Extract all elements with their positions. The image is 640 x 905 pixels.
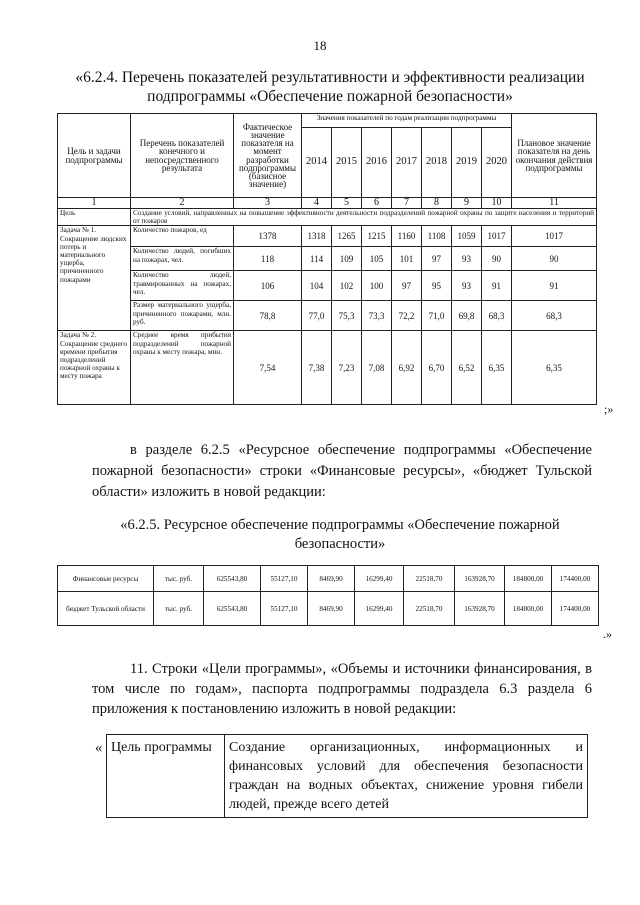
plan-value: 68,3 [512,301,597,331]
col-number: 2 [131,198,234,209]
year-value: 100 [362,271,392,301]
year-value: 71,0 [422,301,452,331]
amount: 625543,80 [204,592,261,626]
header-indicators: Перечень показателей конечного и непосредственного результата [131,114,234,198]
indicator-name: Среднее время прибытия подразделений пожарной охраны к месту пожара, мин. [131,331,234,405]
col-number: 8 [422,198,452,209]
year-cell: 2019 [452,128,482,198]
year-cell: 2017 [392,128,422,198]
section-heading-6-2-4: «6.2.4. Перечень показателей результативности и эффективности реализации подпрограммы «Обеспечение пожарной безопасности» [75,69,585,105]
year-value: 1059 [452,226,482,247]
col-number: 4 [302,198,332,209]
table-row [107,735,588,818]
header-planned: Плановое значение показателя на день окончания действия подпрограммы [512,114,597,198]
plan-value: 6,35 [512,331,597,405]
year-cell: 2015 [332,128,362,198]
amount: 174400,00 [552,566,599,592]
year-value: 68,3 [482,301,512,331]
resources-table [57,565,599,626]
year-value: 75,3 [332,301,362,331]
goal-row [58,209,597,226]
goal-value: Создание организационных, информационных и финансовых условий для обеспечения безопасности граждан на водных объектах, снижение уровня гибели людей, прежде всего детей [225,735,588,818]
year-cell: 2018 [422,128,452,198]
column-numbers-row [58,198,597,209]
plan-value: 91 [512,271,597,301]
row-name: бюджет Тульской области [58,592,154,626]
year-value: 1017 [482,226,512,247]
col-number: 5 [332,198,362,209]
col-number: 3 [234,198,302,209]
amount: 16299,40 [355,592,404,626]
unit: тыс. руб. [154,592,204,626]
page-number: 18 [313,38,327,53]
table-row [58,247,597,271]
section-heading-6-2-5: «6.2.5. Ресурсное обеспечение подпрограммы «Обеспечение пожарной безопасности» [120,517,560,552]
amount: 22518,70 [404,592,455,626]
year-cell: 2014 [302,128,332,198]
year-value: 104 [302,271,332,301]
task1-cell: Задача № 1. Сокращение людских потерь и материального ущерба, причиненного пожарами [58,226,131,331]
year-value: 102 [332,271,362,301]
year-value: 97 [392,271,422,301]
year-value: 97 [422,247,452,271]
table-row [58,592,599,626]
year-value: 91 [482,271,512,301]
base-value: 78,8 [234,301,302,331]
col-number: 1 [58,198,131,209]
year-value: 95 [422,271,452,301]
base-value: 106 [234,271,302,301]
amount: 55127,10 [261,592,308,626]
year-cell: 2016 [362,128,392,198]
indicators-table [57,113,597,405]
goal-label: Цель [58,209,131,226]
col-number: 6 [362,198,392,209]
year-value: 72,2 [392,301,422,331]
header-actual: Фактическое значение показателя на момент разработки подпрограммы (базисное значение) [234,114,302,198]
base-value: 7,54 [234,331,302,405]
year-value: 101 [392,247,422,271]
goal-label: Цель программы [107,735,225,818]
year-value: 93 [452,271,482,301]
year-value: 90 [482,247,512,271]
year-value: 6,35 [482,331,512,405]
row-name: Финансовые ресурсы [58,566,154,592]
year-value: 7,38 [302,331,332,405]
indicator-name: Количество людей, погибших на пожарах, чел. [131,247,234,271]
table-row [58,331,597,405]
amount: 22518,70 [404,566,455,592]
amount: 8469,90 [308,566,355,592]
base-value: 118 [234,247,302,271]
header-goal: Цель и задачи подпрограммы [58,114,131,198]
table-row [58,301,597,331]
goal-text: Создание условий, направленных на повышение эффективности деятельности подразделений пожарной охраны по защите населения и территорий от пожаров [131,209,597,226]
closing-quote-1: ;» [604,402,614,416]
task2-cell: Задача № 2. Сокращение среднего времени прибытия подразделений пожарной охраны к месту пожара [58,331,131,405]
amount: 184800,00 [505,592,552,626]
year-value: 73,3 [362,301,392,331]
year-value: 69,8 [452,301,482,331]
year-cell: 2020 [482,128,512,198]
year-value: 1318 [302,226,332,247]
amount: 184800,00 [505,566,552,592]
amount: 625543,80 [204,566,261,592]
amount: 174400,00 [552,592,599,626]
col-number: 10 [482,198,512,209]
amount: 16299,40 [355,566,404,592]
year-value: 1160 [392,226,422,247]
amount: 163928,70 [455,566,505,592]
indicator-name: Размер материального ущерба, причиненного пожарами, млн. руб. [131,301,234,331]
year-value: 109 [332,247,362,271]
year-value: 1215 [362,226,392,247]
year-value: 114 [302,247,332,271]
year-value: 105 [362,247,392,271]
table-row [58,566,599,592]
year-value: 6,92 [392,331,422,405]
year-value: 1108 [422,226,452,247]
year-value: 93 [452,247,482,271]
col-number: 9 [452,198,482,209]
paragraph-item-11: 11. Строки «Цели программы», «Объемы и источники финансирования, в том числе по годам», паспорта подпрограммы подраздела 6.3 раздела 6 приложения к постановлению изложить в новой редакции: [92,661,592,717]
year-value: 1265 [332,226,362,247]
program-goal-table [106,734,588,818]
plan-value: 90 [512,247,597,271]
amount: 163928,70 [455,592,505,626]
year-value: 6,70 [422,331,452,405]
closing-quote-2: .» [603,627,612,641]
amount: 55127,10 [261,566,308,592]
base-value: 1378 [234,226,302,247]
year-value: 77,0 [302,301,332,331]
col-number: 11 [512,198,597,209]
paragraph-section-6-2-5: в разделе 6.2.5 «Ресурсное обеспечение подпрограммы «Обеспечение пожарной безопасности» строки «Финансовые ресурсы», «бюджет Тульской области» изложить в новой редакции: [92,442,592,500]
year-value: 6,52 [452,331,482,405]
indicator-name: Количество пожаров, ед [131,226,234,247]
header-by-years: Значения показателей по годам реализации подпрограммы [302,114,512,128]
year-value: 7,23 [332,331,362,405]
unit: тыс. руб. [154,566,204,592]
table-row [58,226,597,247]
opening-quote: « [95,740,103,756]
plan-value: 1017 [512,226,597,247]
indicator-name: Количество людей, травмированных на пожарах, чел. [131,271,234,301]
year-value: 7,08 [362,331,392,405]
table-row [58,271,597,301]
header-row [58,114,597,128]
amount: 8469,90 [308,592,355,626]
col-number: 7 [392,198,422,209]
